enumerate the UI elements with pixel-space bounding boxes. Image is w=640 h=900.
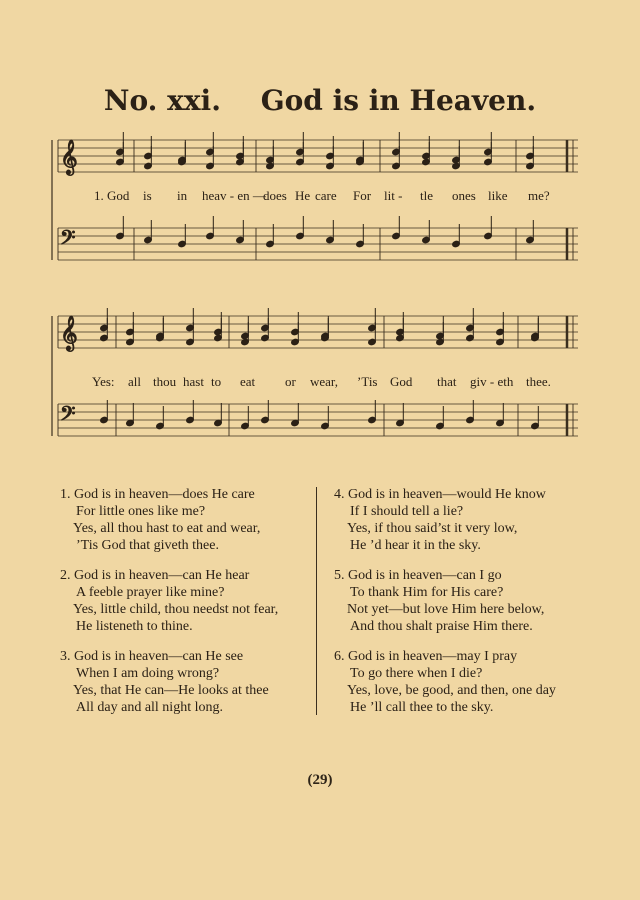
verse-line: To thank Him for His care? [350,585,504,600]
page-number: (29) [307,772,333,788]
verse-line: Yes, love, be good, and then, one day [347,683,556,698]
verse-line: Yes, if thou said’st it very low, [347,521,518,536]
verse-line: 5. God is in heaven—can I go [334,568,502,583]
lyric-word: eat [240,374,256,389]
verse-line: When I am doing wrong? [76,666,220,681]
treble-clef-icon: 𝄞 [60,316,78,351]
verse-line: 2. God is in heaven—can He hear [60,568,250,583]
lyric-word: tle [420,188,433,203]
lyric-word: like [488,188,508,203]
verse-4 [334,486,546,554]
lyric-word: me? [528,188,550,203]
column-divider [316,487,317,715]
treble-clef-icon: 𝄞 [60,140,78,175]
verse-line: ’Tis God that giveth thee. [76,538,219,553]
verse-line: 4. God is in heaven—would He know [334,487,546,502]
verse-line: Yes, all thou hast to eat and wear, [73,521,261,536]
lyric-word: or [285,374,296,389]
verse-line: For little ones like me? [76,504,206,519]
verse-line: He ’ll call thee to the sky. [350,700,494,715]
verse-5 [334,567,544,635]
verse-line: 3. God is in heaven—can He see [60,649,244,664]
verse-line: A feeble prayer like mine? [76,585,225,600]
lyric-word: does [263,188,287,203]
bass-clef-icon: 𝄢 [60,226,76,254]
verse-2 [60,567,278,635]
lyric-word: ’Tis [357,374,378,389]
lyric-word: is [143,188,152,203]
verse-line: 1. God is in heaven—does He care [60,487,255,502]
lyric-word: God [390,374,413,389]
lyric-word: giv - eth [470,374,514,389]
lyric-word: all [128,374,141,389]
verse-line: He ’d hear it in the sky. [350,538,481,553]
verse-line: 6. God is in heaven—may I pray [334,649,518,664]
verse-6 [334,648,556,716]
verse-line: Yes, little child, thou needst not fear, [73,602,279,617]
lyric-word: He [295,188,311,203]
verse-line: If I should tell a lie? [350,504,464,519]
verse-line: He listeneth to thine. [76,619,193,634]
verse-line: Yes, that He can—He looks at thee [73,683,269,698]
lyric-word: hast [183,374,204,389]
verse-line: And thou shalt praise Him there. [350,619,533,634]
verse-line: To go there when I die? [350,666,483,681]
lyric-word: care [315,188,337,203]
lyric-word: thee. [526,374,551,389]
lyric-word: For [353,188,372,203]
verse-1 [60,486,260,554]
lyric-word: ones [452,188,476,203]
bass-clef-icon: 𝄢 [60,402,76,430]
lyric-word: 1. God [94,188,130,203]
lyric-word: wear, [310,374,338,389]
lyric-word: lit - [384,188,403,203]
verse-line: All day and all night long. [76,700,223,715]
verse-line: Not yet—but love Him here below, [347,602,545,617]
lyric-word: that [437,374,457,389]
lyric-word: thou [153,374,177,389]
lyric-word: Yes: [92,374,115,389]
lyric-word: heav - en — [202,188,266,203]
hymn-name: God is in Heaven. [260,84,537,117]
lyric-word: in [177,188,188,203]
lyric-word: to [211,374,222,389]
hymn-number: No. xxi. [103,84,221,117]
verse-3 [60,648,269,716]
